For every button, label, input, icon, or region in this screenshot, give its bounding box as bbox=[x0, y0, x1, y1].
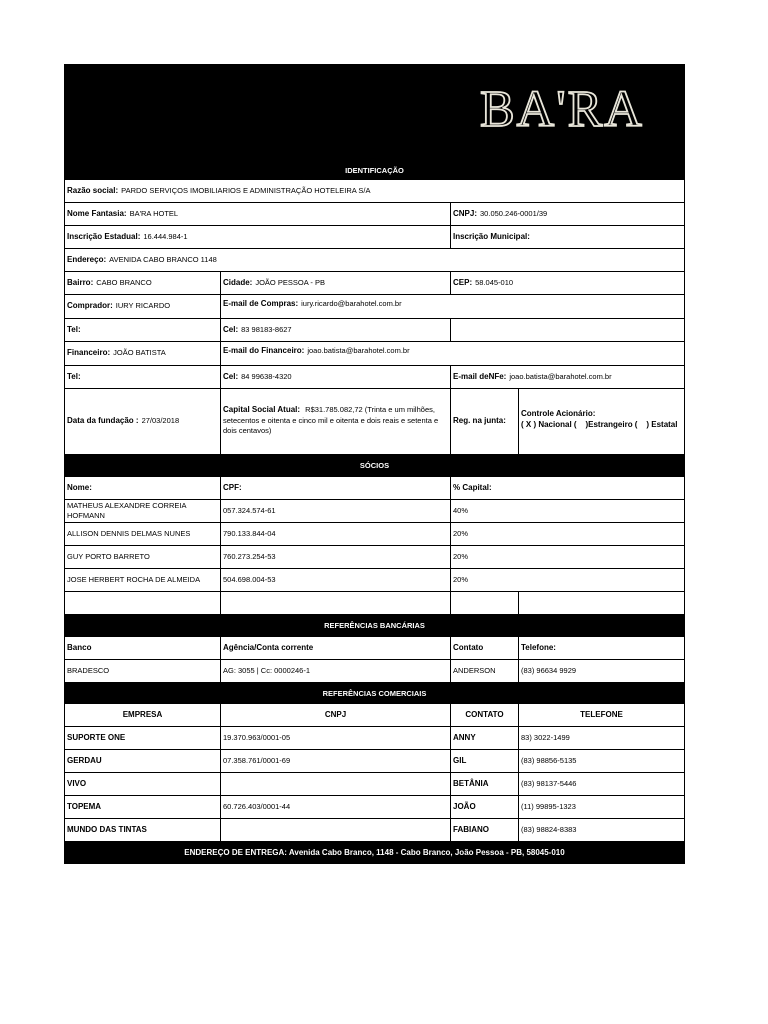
comercial-row bbox=[64, 796, 685, 819]
email-nfe-label: E-mail deNFe: bbox=[453, 371, 507, 381]
comercial-empresa: GERDAU bbox=[67, 755, 102, 765]
header-agencia: Agência/Conta corrente bbox=[223, 642, 314, 652]
bara-logo bbox=[476, 80, 666, 136]
tel-label: Tel: bbox=[67, 371, 81, 381]
capital-social-value: R$31.785.082,72 (Trinta e um milhões, setecentos e oitenta e cinco mil e oitenta e dois reais e setenta e dois centavos) bbox=[223, 405, 439, 435]
nome-fantasia-label: Nome Fantasia: bbox=[67, 208, 127, 218]
banco-agencia: AG: 3055 | Cc: 0000246-1 bbox=[223, 665, 311, 675]
cidade-label: Cidade: bbox=[223, 277, 253, 287]
comercial-contato: GIL bbox=[453, 755, 467, 765]
email-nfe-value: joao.batista@barahotel.com.br bbox=[509, 371, 612, 381]
row-razao-social bbox=[64, 180, 685, 203]
comercial-cnpj: 60.726.403/0001-44 bbox=[223, 801, 291, 811]
cel-value: 83 98183-8627 bbox=[241, 324, 292, 334]
comercial-telefone: (83) 98137-5446 bbox=[521, 778, 577, 788]
comercial-empresa: TOPEMA bbox=[67, 801, 102, 811]
row-inscricoes bbox=[64, 226, 685, 249]
header-contato: Contato bbox=[453, 642, 484, 652]
socio-capital: 40% bbox=[453, 505, 469, 515]
socio-row bbox=[64, 500, 685, 523]
endereco-value: AVENIDA CABO BRANCO 1148 bbox=[109, 254, 217, 264]
fundacao-label: Data da fundação : bbox=[67, 416, 139, 426]
comercial-empresa: VIVO bbox=[67, 778, 87, 788]
socio-row bbox=[64, 569, 685, 592]
cidade-value: JOÃO PESSOA - PB bbox=[255, 277, 325, 287]
delivery-address-footer: ENDEREÇO DE ENTREGA: Avenida Cabo Branco, 1148 - Cabo Branco, João Pessoa - PB, 58045-010 bbox=[64, 842, 685, 864]
controle-acionario-label: Controle Acionário: bbox=[521, 409, 596, 418]
header-empresa: EMPRESA bbox=[122, 709, 163, 719]
header-banco: Banco bbox=[67, 642, 92, 652]
socio-nome: GUY PORTO BARRETO bbox=[67, 551, 150, 561]
row-tel-cel-1 bbox=[64, 319, 685, 342]
row-fundacao-capital bbox=[64, 389, 685, 455]
row-tel-cel-2 bbox=[64, 366, 685, 389]
email-compras-label: E-mail de Compras: bbox=[223, 299, 299, 308]
comercial-row bbox=[64, 819, 685, 842]
email-financeiro-value: joao.batista@barahotel.com.br bbox=[307, 346, 410, 355]
socio-row-empty bbox=[64, 592, 685, 615]
cel-label: Cel: bbox=[223, 324, 239, 334]
row-bairro-cidade-cep bbox=[64, 272, 685, 295]
bairro-label: Bairro: bbox=[67, 277, 94, 287]
row-financeiro bbox=[64, 342, 685, 366]
comercial-row bbox=[64, 773, 685, 796]
header-capital: % Capital: bbox=[453, 482, 492, 492]
cep-value: 58.045-010 bbox=[475, 277, 514, 287]
socio-cpf: 790.133.844-04 bbox=[223, 528, 276, 538]
banco-telefone: (83) 96634 9929 bbox=[521, 665, 577, 675]
capital-social-label: Capital Social Atual: bbox=[223, 405, 301, 414]
comercial-telefone: (11) 99895-1323 bbox=[521, 801, 576, 811]
socio-cpf: 760.273.254-53 bbox=[223, 551, 276, 561]
row-endereco bbox=[64, 249, 685, 272]
row-comprador bbox=[64, 295, 685, 319]
comercial-contato: JOÃO bbox=[453, 801, 476, 811]
endereco-label: Endereço: bbox=[67, 254, 107, 264]
banco-nome: BRADESCO bbox=[67, 665, 110, 675]
logo-wordmark: BA'RA bbox=[480, 81, 644, 136]
comercial-telefone: 83) 3022-1499 bbox=[521, 732, 570, 742]
email-financeiro-label: E-mail do Financeiro: bbox=[223, 346, 305, 355]
cnpj-label: CNPJ: bbox=[453, 208, 478, 218]
comercial-empresa: MUNDO DAS TINTAS bbox=[67, 824, 147, 834]
nome-fantasia-value: BA'RA HOTEL bbox=[129, 208, 179, 218]
header-banner bbox=[64, 64, 685, 161]
section-bancarias: REFERÊNCIAS BANCÁRIAS bbox=[64, 615, 685, 637]
comprador-label: Comprador: bbox=[67, 301, 113, 311]
socio-capital: 20% bbox=[453, 551, 469, 561]
bairro-value: CABO BRANCO bbox=[96, 277, 152, 287]
header-cnpj: CNPJ bbox=[324, 709, 347, 719]
row-nome-fantasia bbox=[64, 203, 685, 226]
reg-junta-label: Reg. na junta: bbox=[453, 416, 506, 426]
socio-nome: MATHEUS ALEXANDRE CORREIA HOFMANN bbox=[67, 500, 187, 520]
header-telefone: Telefone: bbox=[521, 642, 556, 652]
socio-nome: JOSE HERBERT ROCHA DE ALMEIDA bbox=[67, 574, 201, 584]
socio-capital: 20% bbox=[453, 528, 469, 538]
comercial-telefone: (83) 98824-8383 bbox=[521, 824, 577, 834]
comercial-empresa: SUPORTE ONE bbox=[67, 732, 126, 742]
cep-label: CEP: bbox=[453, 277, 473, 287]
controle-acionario-options: ( X ) Nacional ( )Estrangeiro ( ) Estatal bbox=[521, 419, 678, 429]
header-contato: CONTATO bbox=[465, 709, 504, 719]
razao-social-label: Razão social: bbox=[67, 185, 119, 195]
supplier-registration-form bbox=[64, 64, 685, 864]
socio-cpf: 057.324.574-61 bbox=[223, 505, 276, 515]
comercial-cnpj: 19.370.963/0001-05 bbox=[223, 732, 291, 742]
financeiro-label: Financeiro: bbox=[67, 348, 111, 358]
socio-cpf: 504.698.004-53 bbox=[223, 574, 276, 584]
banco-contato: ANDERSON bbox=[453, 665, 496, 675]
inscricao-estadual-label: Inscrição Estadual: bbox=[67, 231, 141, 241]
cnpj-value: 30.050.246-0001/39 bbox=[480, 208, 548, 218]
socio-row bbox=[64, 546, 685, 569]
socio-row bbox=[64, 523, 685, 546]
socio-capital: 20% bbox=[453, 574, 469, 584]
socio-nome: ALLISON DENNIS DELMAS NUNES bbox=[67, 528, 191, 538]
comercial-row bbox=[64, 727, 685, 750]
comercial-contato: ANNY bbox=[453, 732, 476, 742]
bancarias-header-row bbox=[64, 637, 685, 660]
inscricao-municipal-label: Inscrição Municipal: bbox=[453, 231, 530, 241]
fundacao-value: 27/03/2018 bbox=[141, 416, 180, 426]
header-telefone: TELEFONE bbox=[580, 709, 623, 719]
cel-label: Cel: bbox=[223, 371, 239, 381]
banco-row bbox=[64, 660, 685, 683]
section-socios: SÓCIOS bbox=[64, 455, 685, 477]
comercial-telefone: (83) 98856-5135 bbox=[521, 755, 577, 765]
header-cpf: CPF: bbox=[223, 482, 242, 492]
comercial-row bbox=[64, 750, 685, 773]
cel-value: 84 99638-4320 bbox=[241, 371, 292, 381]
section-comerciais: REFERÊNCIAS COMERCIAIS bbox=[64, 683, 685, 704]
inscricao-estadual-value: 16.444.984-1 bbox=[143, 231, 188, 241]
comercial-contato: BETÂNIA bbox=[453, 778, 489, 788]
financeiro-value: JOÃO BATISTA bbox=[113, 348, 166, 358]
tel-label: Tel: bbox=[67, 324, 81, 334]
comercial-cnpj: 07.358.761/0001-69 bbox=[223, 755, 291, 765]
comercial-contato: FABIANO bbox=[453, 824, 489, 834]
razao-social-value: PARDO SERVIÇOS IMOBILIARIOS E ADMINISTRAÇÃO HOTELEIRA S/A bbox=[121, 185, 371, 195]
comprador-value: IURY RICARDO bbox=[115, 301, 171, 311]
comerciais-header-row bbox=[64, 704, 685, 727]
socios-header-row bbox=[64, 477, 685, 500]
email-compras-value: iury.ricardo@barahotel.com.br bbox=[301, 299, 402, 308]
header-nome: Nome: bbox=[67, 482, 92, 492]
section-identificacao: IDENTIFICAÇÃO bbox=[64, 161, 685, 180]
